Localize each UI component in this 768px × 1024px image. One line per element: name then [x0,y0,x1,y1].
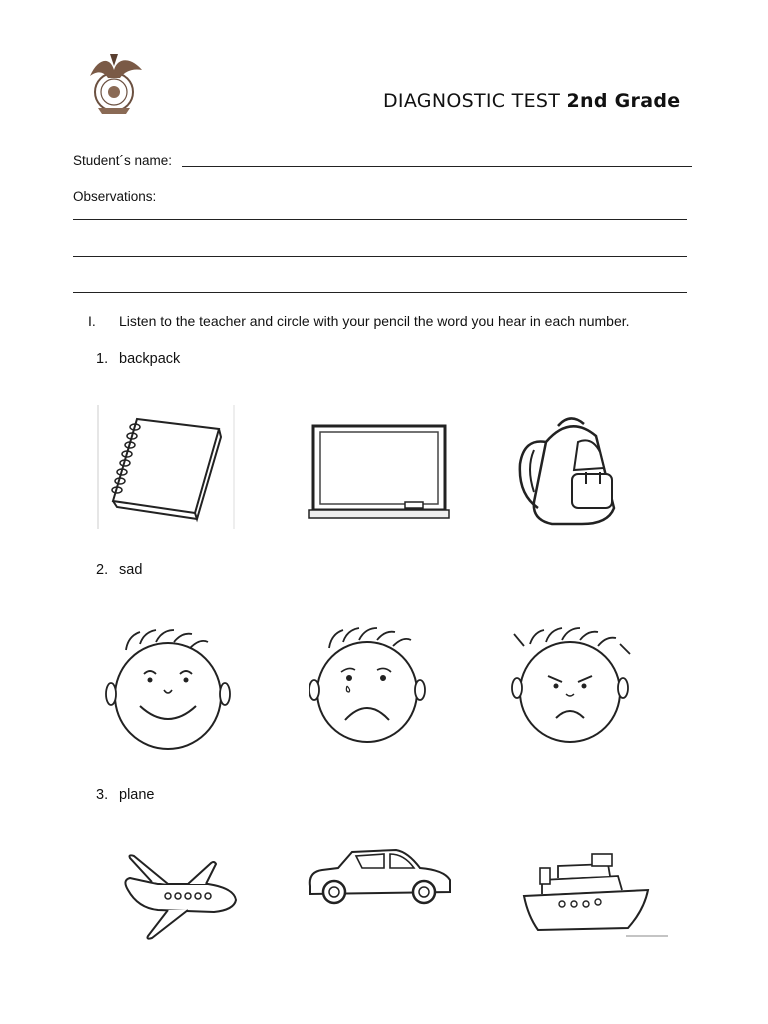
observations-label: Observations: [73,189,157,204]
question-2-word: sad [119,562,143,578]
question-1-number: 1. [96,351,109,367]
section-number: I. [88,313,96,329]
section-instruction: Listen to the teacher and circle with your pencil the word you hear in each number. [119,313,630,329]
notebook-icon[interactable] [97,405,237,529]
question-2-number: 2. [96,562,109,578]
observations-line-3[interactable] [73,292,687,293]
student-name-label: Student´s name: [73,153,173,168]
school-crest-eagle-icon [80,48,146,118]
happy-face-icon[interactable] [104,624,234,754]
title-main: DIAGNOSTIC TEST [383,90,561,112]
question-1-word: backpack [119,351,181,367]
title-grade: 2nd Grade [566,90,681,112]
observations-line-2[interactable] [73,256,687,257]
ship-icon[interactable] [518,850,668,940]
angry-face-icon[interactable] [510,624,634,748]
page-title [383,90,680,112]
airplane-icon[interactable] [118,850,242,942]
observations-line-1[interactable] [73,219,687,220]
chalkboard-icon[interactable] [305,418,451,530]
sad-face-icon[interactable] [309,624,429,748]
student-name-field[interactable] [182,166,692,167]
question-3-number: 3. [96,787,109,803]
car-icon[interactable] [304,846,456,910]
question-3-word: plane [119,787,155,803]
backpack-icon[interactable] [512,412,628,530]
